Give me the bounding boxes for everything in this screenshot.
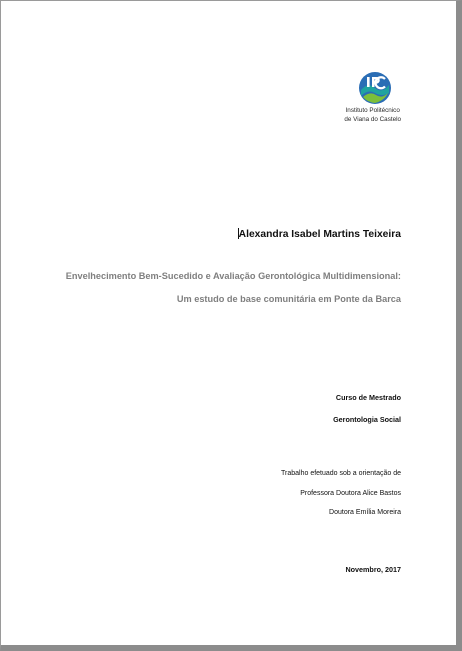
supervision-intro: Trabalho efetuado sob a orientação de xyxy=(281,470,401,477)
ipvc-logo-icon xyxy=(358,71,392,105)
institution-name xyxy=(344,106,401,124)
submission-date: Novembro, 2017 xyxy=(345,565,401,574)
institution-name-line-2: de Viana do Castelo xyxy=(344,116,401,123)
institution-name-line-1: Instituto Politécnico xyxy=(345,107,400,114)
supervisor-1: Professora Doutora Alice Bastos xyxy=(300,490,401,497)
course-degree: Curso de Mestrado xyxy=(335,393,401,402)
author-name[interactable] xyxy=(238,228,401,240)
thesis-title-line-1: Envelhecimento Bem-Sucedido e Avaliação Gerontológica Multidimensional: xyxy=(65,271,401,281)
supervisor-2: Doutora Emília Moreira xyxy=(329,509,401,516)
course-field: Gerontologia Social xyxy=(333,415,401,424)
author-name-text: Alexandra Isabel Martins Teixeira xyxy=(238,229,401,240)
thesis-title-line-2: Um estudo de base comunitária em Ponte da Barca xyxy=(176,294,401,304)
